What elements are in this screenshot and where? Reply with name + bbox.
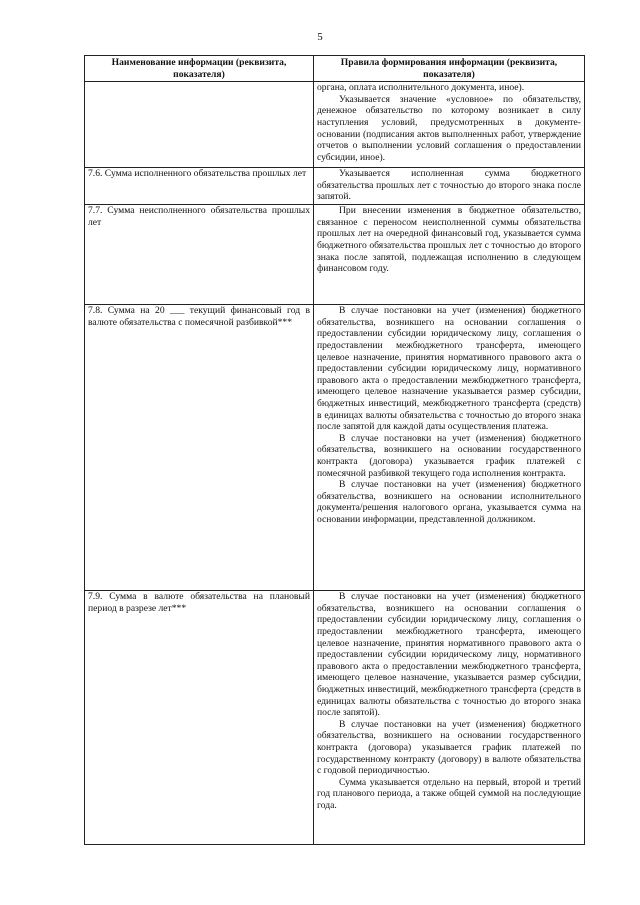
table-row xyxy=(85,205,585,305)
table-row xyxy=(85,82,585,168)
row-name-cell: 7.6. Сумма исполненного обязательства прошлых лет xyxy=(85,168,314,205)
rule-paragraph: Сумма указывается отдельно на первый, второй и третий год планового периода, а также общей суммой на последующие года. xyxy=(317,776,581,811)
row-rule-cell xyxy=(314,82,585,168)
row-name-cell: 7.7. Сумма неисполненного обязательства прошлых лет xyxy=(85,205,314,305)
row-name-cell: 7.8. Сумма на 20 ___ текущий финансовый год в валюте обязательства с помесячной разбивкой*** xyxy=(85,305,314,591)
table-row xyxy=(85,168,585,205)
rule-paragraph: При внесении изменения в бюджетное обязательство, связанное с переносом неисполненной суммы обязательства прошлых лет на очередной финансовый год, указывается сумма бюджетного обязательства прошлых лет с точностью до второго знака после запятой, подлежащая исполнению в следующем финансовом году. xyxy=(317,205,581,275)
rule-paragraph: В случае постановки на учет (изменения) бюджетного обязательства, возникшего на основании соглашения о предоставлении субсидии юридическому лицу, соглашения о предоставлении межбюджетного трансферта, имеющего целевое назначение, принятия нормативного правового акта о предоставлении субсидии юридическому лицу, нормативного правового акта о предоставлении межбюджетного трансферта, имеющего целевое назначение, указывается размер субсидии, бюджетных инвестиций, межбюджетного трансферта (средств в единицах валюты обязательства с точностью до второго знака после запятой). xyxy=(317,591,581,719)
rule-paragraph: В случае постановки на учет (изменения) бюджетного обязательства, возникшего на основании исполнительного документа/решения налогового органа, указывается сумма на основании информации, представленной должником. xyxy=(317,479,581,525)
row-rule-cell xyxy=(314,305,585,591)
row-rule-cell xyxy=(314,591,585,845)
table-header-row xyxy=(85,56,585,82)
row-rule-cell xyxy=(314,205,585,305)
table-row xyxy=(85,305,585,591)
row-name-cell: 7.9. Сумма в валюте обязательства на плановый период в разрезе лет*** xyxy=(85,591,314,845)
rules-table xyxy=(84,55,585,845)
column-header-name: Наименование информации (реквизита, показателя) xyxy=(85,56,314,82)
row-name-cell xyxy=(85,82,314,168)
rule-paragraph: В случае постановки на учет (изменения) бюджетного обязательства, возникшего на основании соглашения о предоставлении субсидии юридическому лицу, соглашения о предоставлении межбюджетного трансферта, имеющего целевое назначение, принятия нормативного правового акта о предоставлении субсидии юридическому лицу, нормативного правового акта о предоставлении межбюджетного трансферта, имеющего целевое назначение указывается размер субсидии, бюджетных инвестиций, межбюджетного трансферта (средств) в единицах валюты обязательства с точностью до второго знака после запятой для каждой даты осуществления платежа. xyxy=(317,305,581,433)
rule-paragraph: органа, оплата исполнительного документа, иное). xyxy=(317,82,525,94)
row-rule-cell xyxy=(314,168,585,205)
rule-paragraph: Указывается исполненная сумма бюджетного обязательства прошлых лет с точностью до второго знака после запятой. xyxy=(317,168,581,203)
rule-paragraph: В случае постановки на учет (изменения) бюджетного обязательства, возникшего на основании государственного контракта (договора) указывается график платежей по государственному контракту (договору) в валюте обязательства с годовой периодичностью. xyxy=(317,718,581,777)
rule-paragraph: В случае постановки на учет (изменения) бюджетного обязательства, возникшего на основании государственного контракта (договора) указывается график платежей с помесячной разбивкой текущего года исполнения контракта. xyxy=(317,432,581,479)
table-row xyxy=(85,591,585,845)
rule-paragraph: Указывается значение «условное» по обязательству, денежное обязательство по которому возникает в силу наступления условий, предусмотренных в документе-основании (подписания актов выполненных работ, утверждение отчетов о выполнении условий соглашения о предоставлении субсидии, иное). xyxy=(317,93,581,163)
page-number: 5 xyxy=(317,31,323,43)
column-header-rules: Правила формирования информации (реквизита, показателя) xyxy=(314,56,585,82)
